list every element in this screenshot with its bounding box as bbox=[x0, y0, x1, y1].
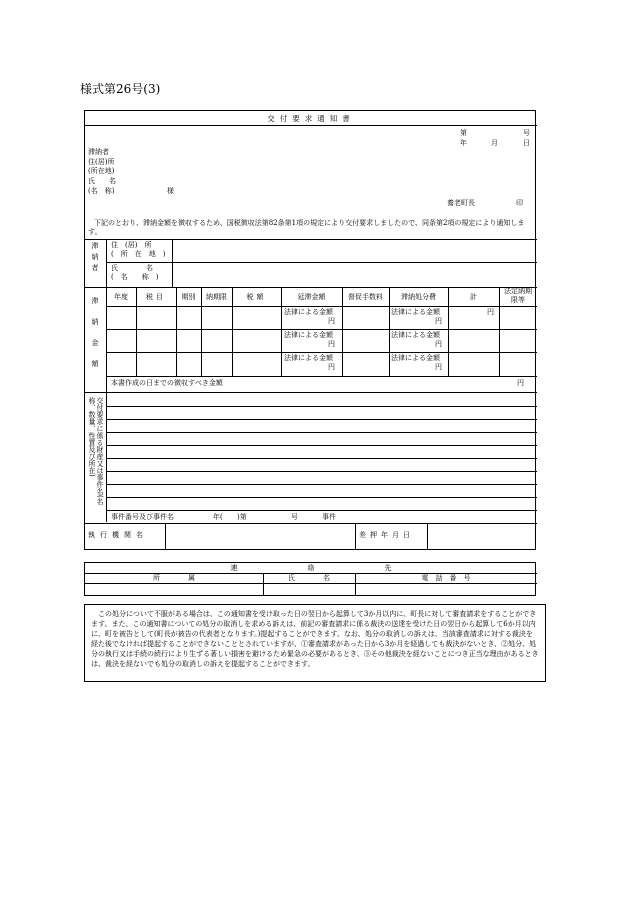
contact-name: 氏 名 bbox=[288, 574, 330, 582]
col-tax-item: 税目 bbox=[146, 293, 166, 301]
doc-number-label: 第 bbox=[460, 129, 467, 137]
sama-label: 様 bbox=[167, 187, 174, 195]
doc-number-suffix: 号 bbox=[523, 129, 530, 137]
taino-address-label: 住 (居) 所 bbox=[111, 241, 152, 249]
contact-title: 連 絡 先 bbox=[230, 564, 392, 572]
col-reminder-fee: 督促手数料 bbox=[348, 293, 383, 301]
contact-table bbox=[84, 562, 536, 596]
disposition-yen-3: 円 bbox=[435, 363, 442, 371]
appeal-notice-text: この処分について不服がある場合は、この通知書を受け取った日の翌日から起算して3か月以内に、町長に対して審査請求をすることができます。また、この通知書についての処分の取消しを求める訴えは、前記の審査請求に係る裁決の送達を受けた日の翌日から起算して6か月以内に、町を被告として(町長が被告の代表者となります。)提起することができます。なお、処分の取消しの訴えは、当該審査請求に対する裁決を経た後でなければ提起することができないこととされていますが、①審査請求があった日から3か月を経過しても裁決がないとき、②処分、処分の執行又は手続の続行により生ずる著しい損害を避けるため緊急の必要があるとき、③その他裁決を経ないことにつき正当な理由があるときは、裁決を経ないでも処分の取消しの訴えを提起することができます。 bbox=[91, 610, 539, 668]
late-fee-note-2: 法律による金額 bbox=[284, 331, 333, 339]
taino-block-label: 滞納者 bbox=[91, 242, 99, 275]
contact-dept: 所 属 bbox=[153, 574, 195, 582]
col-statutory-due: 法定納期限等 bbox=[504, 287, 532, 304]
date-day: 日 bbox=[523, 139, 530, 147]
col-tax-amount: 税額 bbox=[246, 293, 267, 301]
contact-tel: 電 話 番 号 bbox=[421, 574, 471, 582]
disposition-yen-1: 円 bbox=[435, 317, 442, 325]
taino-address-sub: ( 所 在 地 ) bbox=[111, 250, 166, 258]
taino-name-label: 氏 名 bbox=[111, 264, 153, 272]
col-disposition-fee: 滞納処分費 bbox=[401, 293, 436, 301]
late-fee-yen-3: 円 bbox=[328, 363, 335, 371]
col-late-fee: 延滞金額 bbox=[297, 293, 326, 301]
intro-text: 下記のとおり、滞納金額を徴収するため、国税徴収法第82条第1項の規定により交付要求しましたので、同条第2項の規定により通知します。 bbox=[88, 219, 525, 236]
form-title: 交付要求通知書 bbox=[267, 114, 355, 123]
date-month: 月 bbox=[491, 139, 498, 147]
case-number-suffix: 号 bbox=[291, 513, 298, 521]
taino-label: 滞納者 bbox=[88, 148, 109, 156]
address-label: 住(居)所 bbox=[88, 158, 115, 166]
col-due-date: 納期限 bbox=[206, 293, 227, 301]
col-term: 期別 bbox=[181, 293, 196, 301]
amount-block-label: 滞納金額 bbox=[91, 297, 99, 381]
col-year: 年度 bbox=[114, 293, 128, 301]
disposition-yen-2: 円 bbox=[435, 340, 442, 348]
case-name-suffix: 事件 bbox=[322, 513, 336, 521]
disposition-note-1: 法律による金額 bbox=[391, 308, 440, 316]
name-sub-label: (名 称) bbox=[88, 187, 115, 195]
case-close: )第 bbox=[237, 513, 247, 521]
name-label: 氏 名 bbox=[88, 177, 116, 185]
late-fee-yen-1: 円 bbox=[328, 317, 335, 325]
property-block-label: 交付要求に係る財産又は事件名(名称、数量、性質及び所在) bbox=[88, 397, 104, 505]
case-number-label: 事件番号及び事件名 bbox=[111, 513, 174, 521]
case-year: 年( bbox=[213, 513, 223, 521]
notice-form bbox=[84, 110, 536, 550]
address-sub-label: (所在地) bbox=[88, 167, 115, 175]
execution-agency-label: 執行機関名 bbox=[88, 531, 148, 539]
seal-mark: 印 bbox=[516, 199, 523, 207]
disposition-note-3: 法律による金額 bbox=[391, 354, 440, 362]
taino-name-sub: ( 名 称 ) bbox=[111, 273, 159, 281]
late-fee-note-1: 法律による金額 bbox=[284, 308, 333, 316]
total-collectible-yen: 円 bbox=[517, 379, 524, 387]
late-fee-note-3: 法律による金額 bbox=[284, 354, 333, 362]
seizure-date-label: 差押年月日 bbox=[359, 531, 414, 539]
disposition-note-2: 法律による金額 bbox=[391, 331, 440, 339]
total-collectible-label: 本書作成の日までの徴収すべき金額 bbox=[111, 379, 223, 387]
date-year: 年 bbox=[460, 139, 467, 147]
late-fee-yen-2: 円 bbox=[328, 340, 335, 348]
form-number: 様式第26号(3) bbox=[80, 82, 161, 96]
col-total: 計 bbox=[470, 293, 477, 301]
total-yen-1: 円 bbox=[487, 308, 494, 316]
issuer-label: 養老町長 bbox=[447, 199, 475, 207]
appeal-notice bbox=[84, 604, 546, 682]
